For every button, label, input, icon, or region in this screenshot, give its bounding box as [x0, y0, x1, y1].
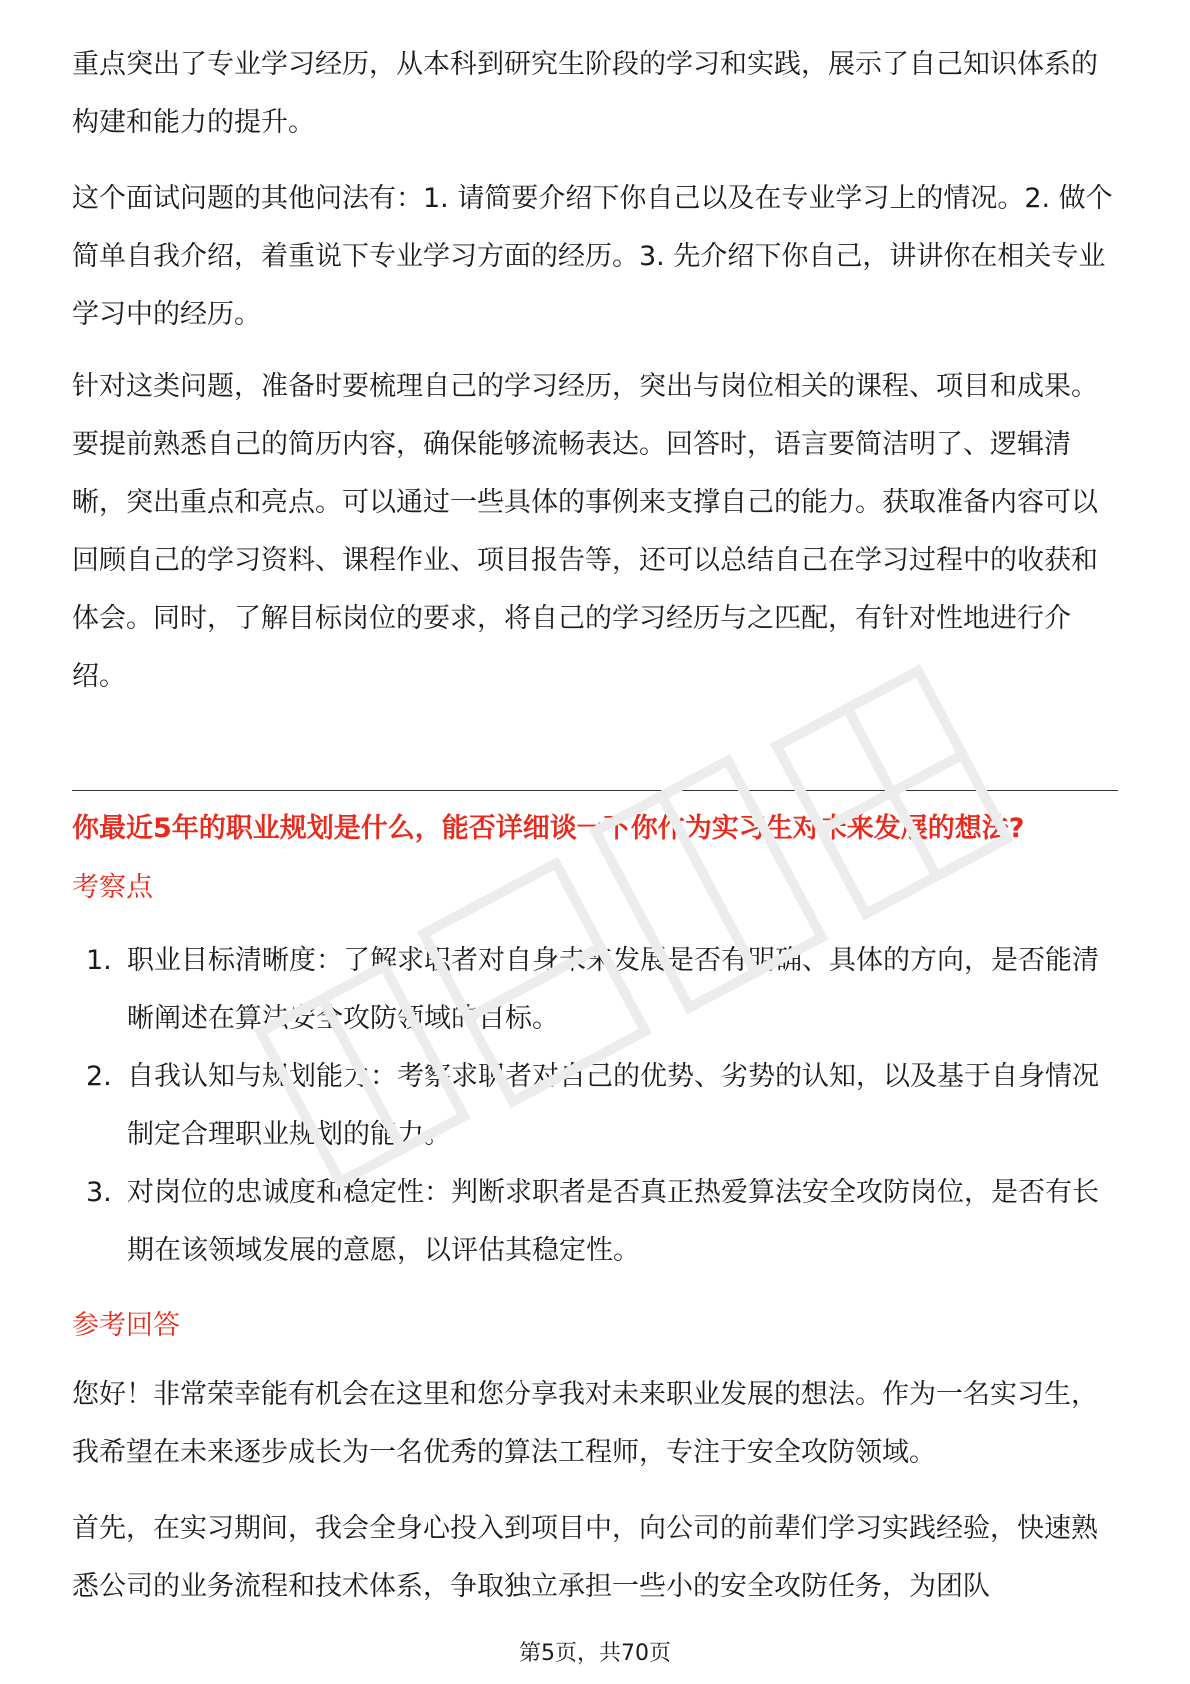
list-item-text: 自我认知与规划能力：考察求职者对自己的优势、劣势的认知，以及基于自身情况制定合理职业规划的能力。: [127, 1061, 1099, 1150]
page-number: 第5页，共70页: [519, 1641, 671, 1666]
question-title: 你最近5年的职业规划是什么，能否详细谈一下你作为实习生对未来发展的想法?: [72, 813, 1025, 844]
answer-paragraph-2: 首先，在实习期间，我会全身心投入到项目中，向公司的前辈们学习实践经验，快速熟悉公司的业务流程和技术体系，争取独立承担一些小的安全攻防任务，为团队: [72, 1513, 1098, 1602]
answer-heading: 参考回答: [72, 1310, 180, 1341]
intro-paragraph-3: 针对这类问题，准备时要梳理自己的学习经历，突出与岗位相关的课程、项目和成果。要提前熟悉自己的简历内容，确保能够流畅表达。回答时，语言要简洁明了、逻辑清晰，突出重点和亮点。可以通过一些具体的事例来支撑自己的能力。获取准备内容可以回顾自己的学习资料、课程作业、项目报告等，还可以总结自己在学习过程中的收获和体会。同时，了解目标岗位的要求，将自己的学习经历与之匹配，有针对性地进行介绍。: [72, 371, 1098, 692]
list-item-number: 3.: [86, 1177, 112, 1208]
list-item: [72, 1048, 1118, 1164]
intro-paragraph-2: 这个面试问题的其他问法有：1. 请简要介绍下你自己以及在专业学习上的情况。2. 做个简单自我介绍，着重说下专业学习方面的经历。3. 先介绍下你自己，讲讲你在相关专业学习中的经历。: [72, 183, 1113, 330]
list-item-number: 1.: [86, 945, 112, 976]
list-item: [72, 932, 1118, 1048]
section-divider: [72, 790, 1118, 791]
list-item-number: 2.: [86, 1061, 112, 1092]
focus-heading: 考察点: [72, 872, 153, 903]
list-item-text: 职业目标清晰度：了解求职者对自身未来发展是否有明确、具体的方向，是否能清晰阐述在算法安全攻防领域的目标。: [127, 945, 1099, 1034]
focus-points-list: [72, 932, 1118, 1280]
intro-paragraph-1: 重点突出了专业学习经历，从本科到研究生阶段的学习和实践，展示了自己知识体系的构建和能力的提升。: [72, 49, 1098, 138]
list-item: [72, 1164, 1118, 1280]
list-item-text: 对岗位的忠诚度和稳定性：判断求职者是否真正热爱算法安全攻防岗位，是否有长期在该领域发展的意愿，以评估其稳定性。: [127, 1177, 1099, 1266]
answer-paragraph-1: 您好！非常荣幸能有机会在这里和您分享我对未来职业发展的想法。作为一名实习生，我希望在未来逐步成长为一名优秀的算法工程师，专注于安全攻防领域。: [72, 1379, 1098, 1468]
